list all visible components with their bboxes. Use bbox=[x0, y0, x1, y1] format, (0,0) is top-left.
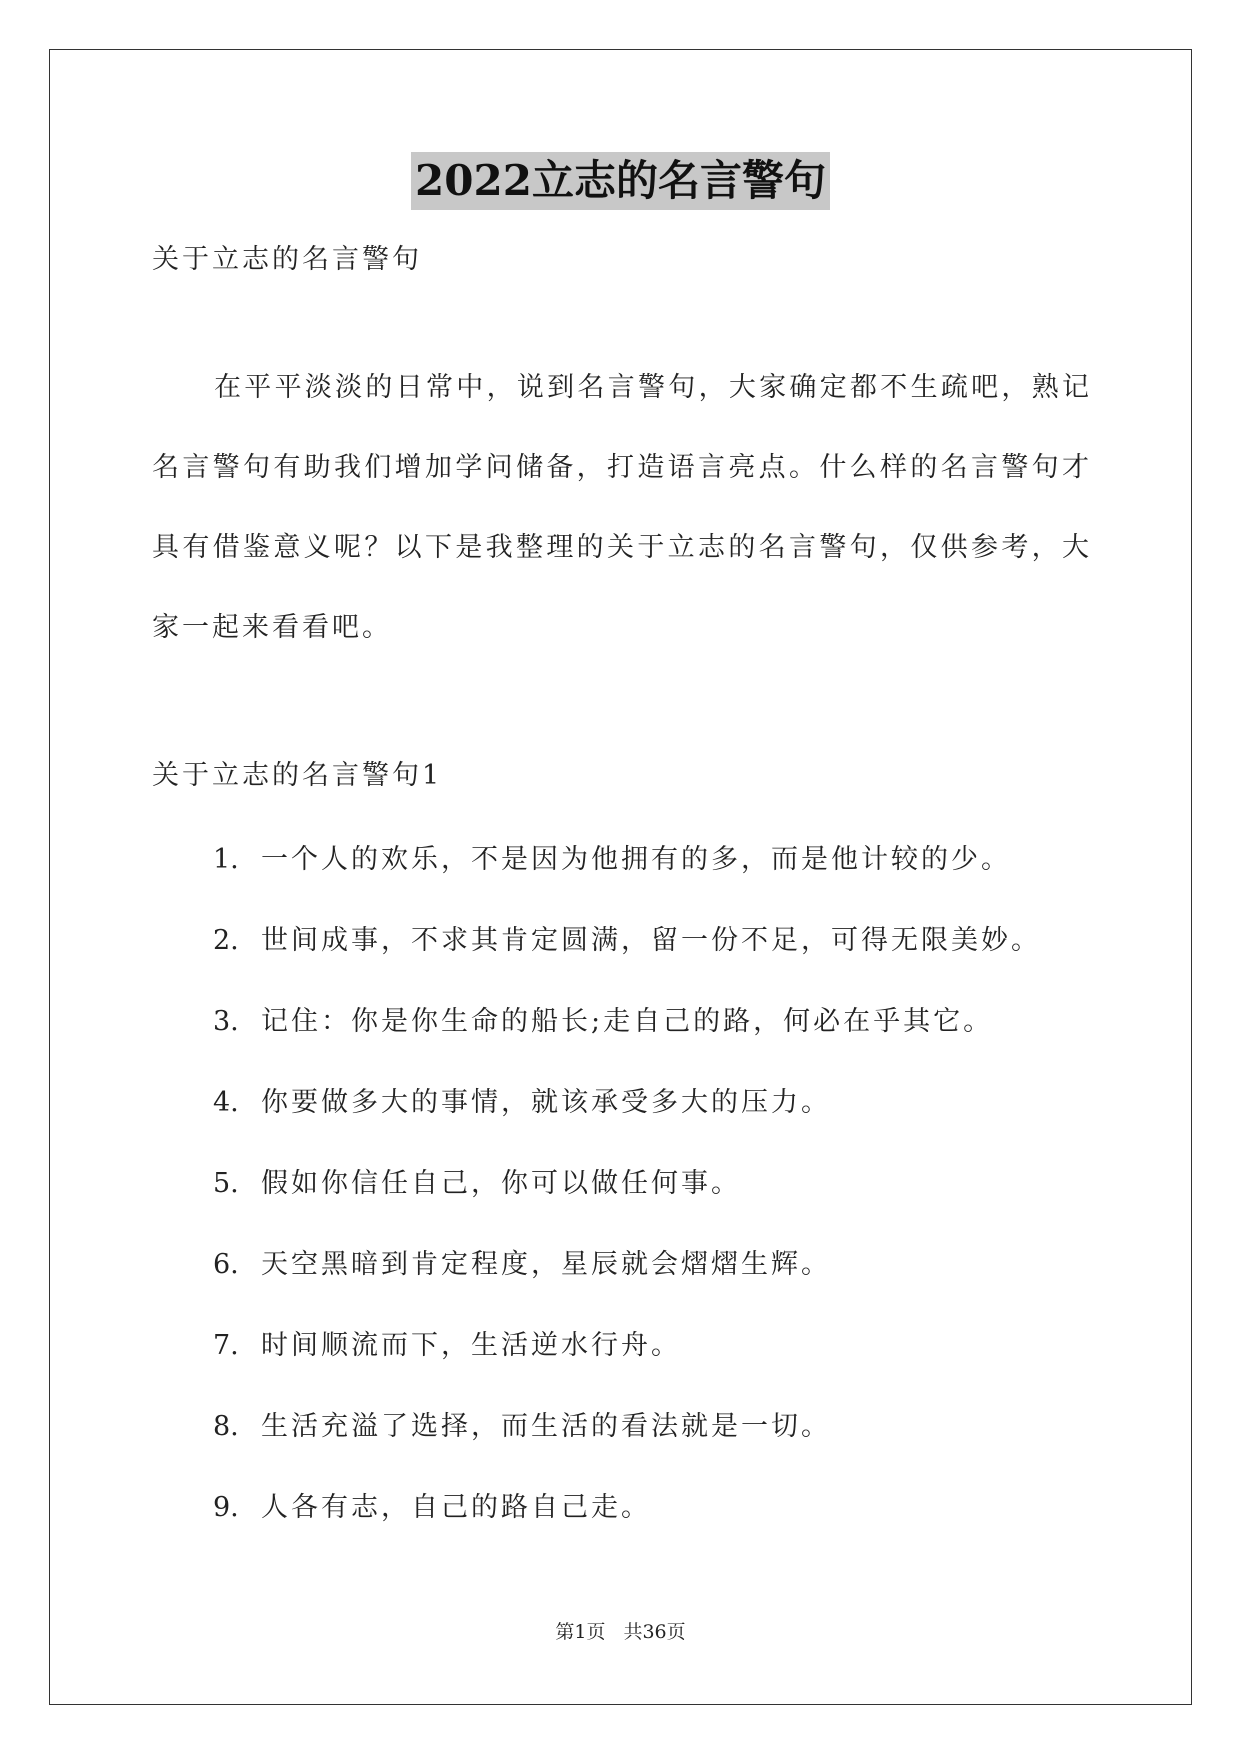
quote-number: 7. bbox=[213, 1330, 239, 1361]
quote-list bbox=[213, 840, 1041, 1569]
quote-text: 时间顺流而下，生活逆水行舟。 bbox=[261, 1330, 681, 1361]
quote-text: 生活充溢了选择，而生活的看法就是一切。 bbox=[261, 1411, 831, 1442]
quote-number: 5. bbox=[213, 1168, 239, 1199]
quote-item-5 bbox=[213, 1164, 1041, 1204]
quote-item-6 bbox=[213, 1245, 1041, 1285]
quote-text: 世间成事，不求其肯定圆满，留一份不足，可得无限美妙。 bbox=[261, 925, 1041, 956]
quote-number: 8. bbox=[213, 1411, 239, 1442]
quote-text: 假如你信任自己，你可以做任何事。 bbox=[261, 1168, 741, 1199]
quote-text: 人各有志，自己的路自己走。 bbox=[261, 1492, 651, 1523]
quote-item-7 bbox=[213, 1326, 1041, 1366]
quote-number: 1. bbox=[213, 844, 239, 875]
document-title: 2022立志的名言警句 bbox=[411, 152, 830, 210]
quote-text: 你要做多大的事情，就该承受多大的压力。 bbox=[261, 1087, 831, 1118]
title-container bbox=[0, 152, 1241, 210]
quote-item-4 bbox=[213, 1083, 1041, 1123]
quote-number: 2. bbox=[213, 925, 239, 956]
quote-number: 3. bbox=[213, 1006, 239, 1037]
section-heading: 关于立志的名言警句1 bbox=[152, 760, 443, 791]
page-footer bbox=[0, 1618, 1241, 1646]
document-subtitle: 关于立志的名言警句 bbox=[152, 244, 422, 275]
quote-text: 记住：你是你生命的船长;走自己的路，何必在乎其它。 bbox=[261, 1006, 994, 1037]
quote-item-8 bbox=[213, 1407, 1041, 1447]
quote-text: 天空黑暗到肯定程度，星辰就会熠熠生辉。 bbox=[261, 1249, 831, 1280]
quote-text: 一个人的欢乐，不是因为他拥有的多，而是他计较的少。 bbox=[261, 844, 1011, 875]
quote-item-9 bbox=[213, 1488, 1041, 1528]
intro-paragraph: 在平平淡淡的日常中，说到名言警句，大家确定都不生疏吧，熟记名言警句有助我们增加学问储备，打造语言亮点。什么样的名言警句才具有借鉴意义呢？以下是我整理的关于立志的名言警句，仅供参考，大家一起来看看吧。 bbox=[152, 372, 1092, 643]
page-total: 共36页 bbox=[623, 1621, 686, 1643]
quote-item-3 bbox=[213, 1002, 1041, 1042]
quote-number: 6. bbox=[213, 1249, 239, 1280]
quote-number: 9. bbox=[213, 1492, 239, 1523]
quote-item-2 bbox=[213, 921, 1041, 961]
page-number: 第1页 bbox=[555, 1621, 606, 1643]
quote-number: 4. bbox=[213, 1087, 239, 1118]
quote-item-1 bbox=[213, 840, 1041, 880]
